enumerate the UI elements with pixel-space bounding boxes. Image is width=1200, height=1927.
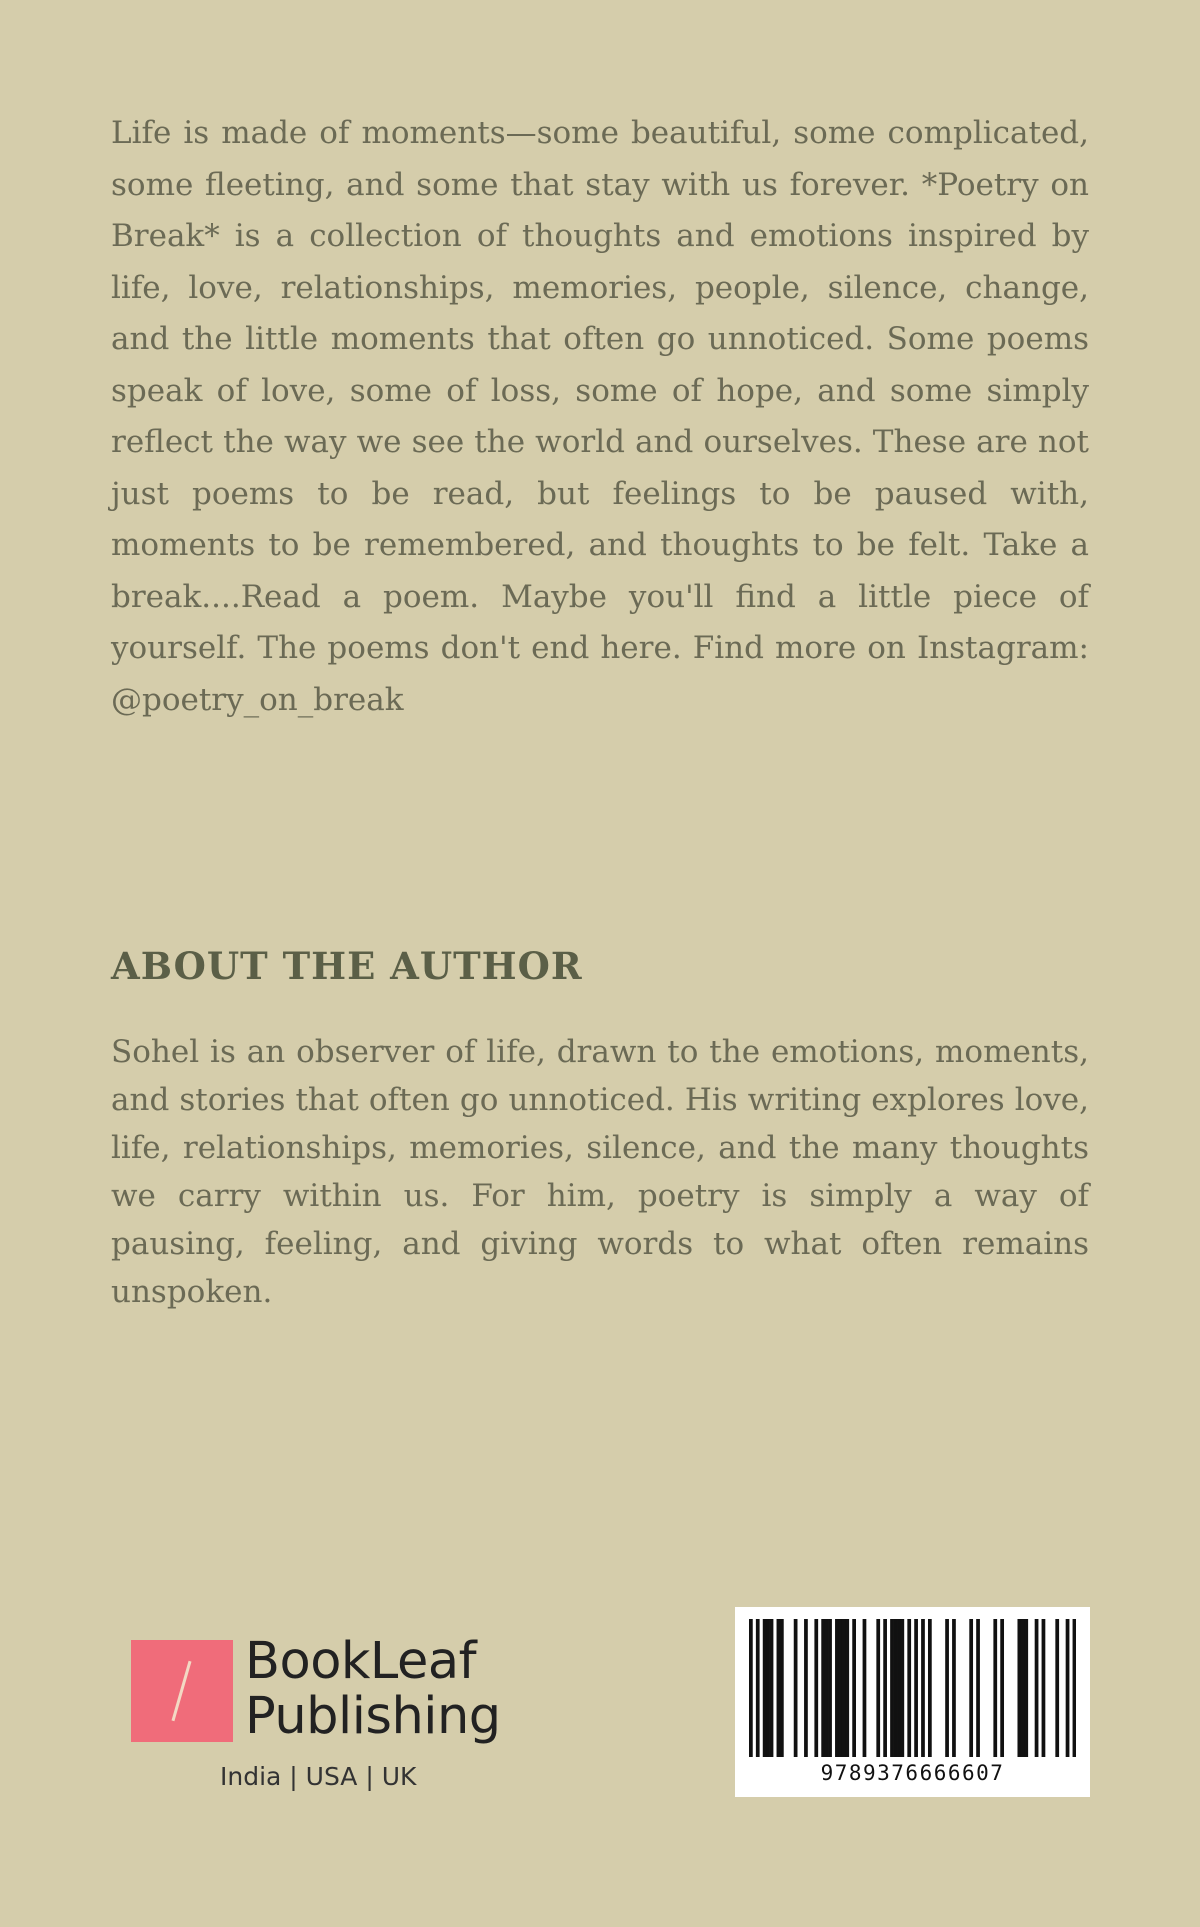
barcode-bar [993,1619,997,1757]
about-author-text: Sohel is an observer of life, drawn to the emotions, moments, and stories that often go unnoticed. His writing explores love, life, relationships, memories, silence, and the many thoughts we carry within us. For him, poetry is simply a way of pausing, feeling, and giving words to what often remains unspoken. [111,1034,1089,1310]
logo-slash-mark [172,1661,192,1721]
barcode-bar [777,1619,781,1757]
publisher-block [131,1632,531,1800]
barcode-bar [780,1619,784,1757]
barcode-bar [1073,1619,1076,1757]
barcode-icon [749,1619,1076,1757]
barcode-bar [894,1619,898,1757]
barcode-bar [852,1619,856,1757]
barcode-bar [1042,1619,1046,1757]
barcode-bar [969,1619,973,1757]
barcode-bar [825,1619,829,1757]
barcode-bar [952,1619,956,1757]
barcode-bar [766,1619,770,1757]
bookleaf-logo-icon [131,1640,233,1742]
barcode-bar [907,1619,911,1757]
publisher-name-line2: Publishing [245,1687,501,1746]
barcode-bar [804,1619,808,1757]
barcode-bar [876,1619,880,1757]
isbn-barcode [735,1607,1090,1797]
barcode-bar [821,1619,825,1757]
barcode-bar [835,1619,839,1757]
barcode-bar [838,1619,842,1757]
barcode-bar [794,1619,798,1757]
barcode-bar [890,1619,894,1757]
barcode-bar [1017,1619,1021,1757]
barcode-bar [945,1619,949,1757]
barcode-bar [814,1619,818,1757]
barcode-bar [763,1619,767,1757]
barcode-bar [914,1619,918,1757]
barcode-bar [828,1619,832,1757]
isbn-number: 9789376666607 [820,1761,1005,1785]
publisher-name [245,1634,501,1744]
barcode-bar [1035,1619,1039,1757]
back-cover-blurb: Life is made of moments—some beautiful, some complicated, some fleeting, and some that stay with us forever. *Poetry on Break* is a collection of thoughts and emotions inspired by life, love, relationships, memories, people, silence, change, and the little moments that often go unnoticed. Some poems speak of love, some of loss, some of hope, and some simply reflect the way we see the world and ourselves. These are not just poems to be read, but feelings to be paused with, moments to be remembered, and thoughts to be felt. Take a break....Read a poem. Maybe you'll find a little piece of yourself. The poems don't end here. Find more on Instagram: @poetry_on_break [111,115,1089,718]
barcode-bar [842,1619,846,1757]
barcode-bar [1000,1619,1004,1757]
barcode-bar [770,1619,774,1757]
barcode-bar [897,1619,901,1757]
barcode-bar [756,1619,760,1757]
barcode-bar [883,1619,887,1757]
barcode-bar [928,1619,932,1757]
publisher-regions: India | USA | UK [220,1762,417,1791]
barcode-bar [1021,1619,1025,1757]
barcode-bar [921,1619,925,1757]
barcode-bar [863,1619,867,1757]
barcode-bar [749,1619,753,1757]
publisher-name-line1: BookLeaf [245,1632,477,1691]
barcode-bar [900,1619,904,1757]
barcode-bar [845,1619,849,1757]
barcode-bar [1024,1619,1028,1757]
about-author-heading: ABOUT THE AUTHOR [111,944,583,988]
barcode-bar [1066,1619,1070,1757]
barcode-bar [976,1619,980,1757]
barcode-bar [1055,1619,1059,1757]
